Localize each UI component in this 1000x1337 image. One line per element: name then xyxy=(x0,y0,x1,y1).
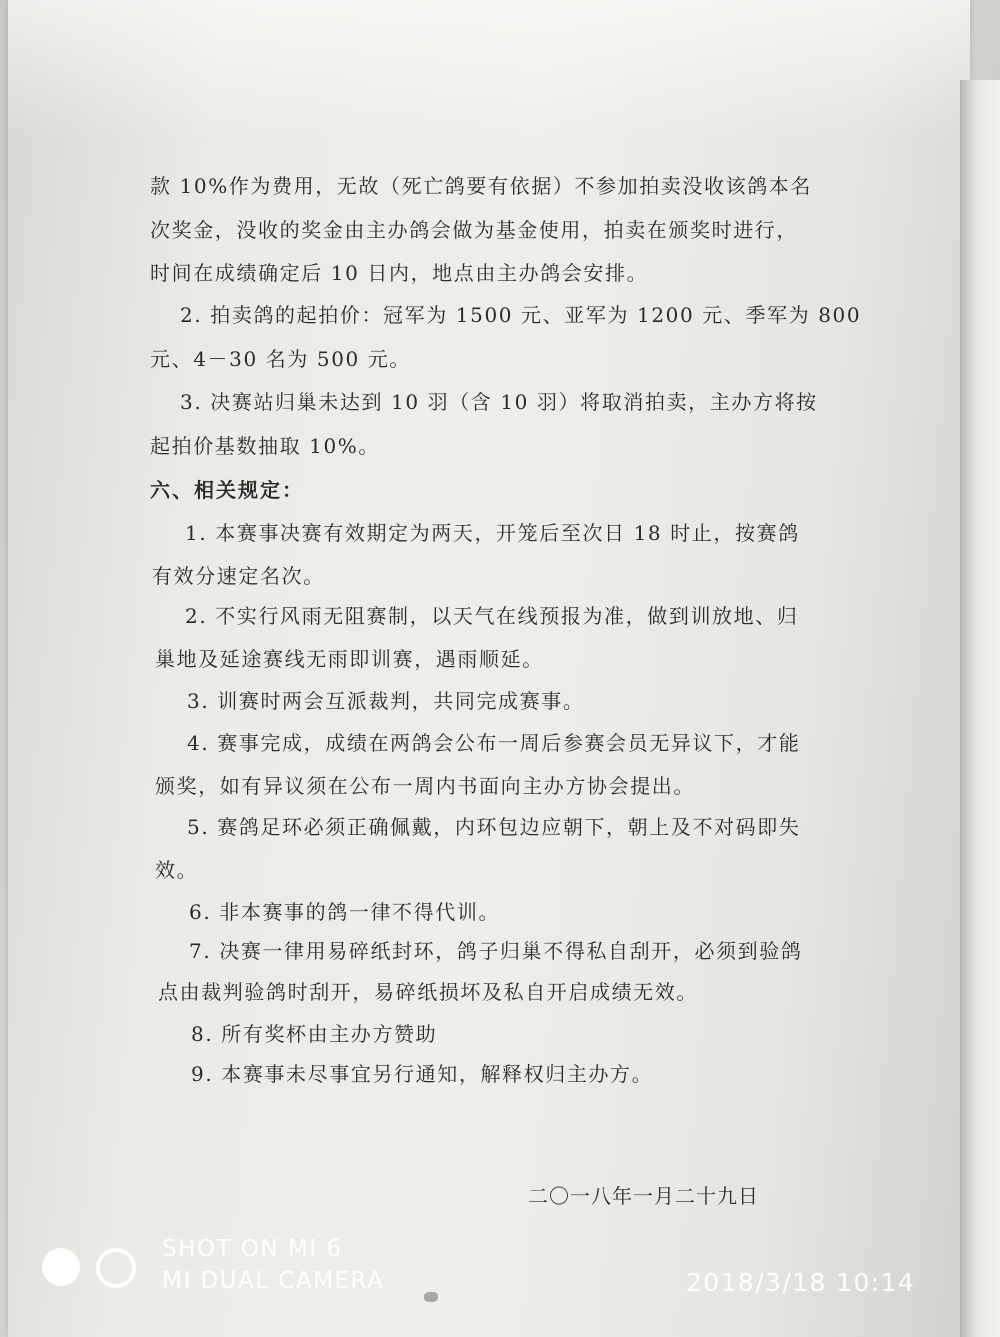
text-line: 8. 所有奖杯由主办方赞助 xyxy=(191,1022,438,1046)
text-line: 3. 训赛时两会互派裁判，共同完成赛事。 xyxy=(187,689,585,713)
watermark-line2: MI DUAL CAMERA xyxy=(162,1268,385,1294)
text-line: 效。 xyxy=(155,858,199,882)
text-line: 2. 不实行风雨无阻赛制，以天气在线预报为准，做到训放地、归 xyxy=(185,604,799,628)
text-line: 颁奖，如有异议须在公布一周内书面向主办方协会提出。 xyxy=(155,774,695,798)
section-heading: 六、相关规定： xyxy=(150,478,304,502)
watermark-line1: SHOT ON MI 6 xyxy=(162,1236,343,1262)
camera-watermark-dots-icon xyxy=(42,1244,142,1292)
text-line: 4. 赛事完成，成绩在两鸽会公布一周后参赛会员无异议下，才能 xyxy=(187,731,801,755)
text-line: 9. 本赛事未尽事宜另行通知，解释权归主办方。 xyxy=(191,1062,654,1086)
text-line: 有效分速定名次。 xyxy=(152,564,325,588)
text-line: 点由裁判验鸽时刮开，易碎纸损坏及私自开启成绩无效。 xyxy=(158,980,698,1004)
text-line: 1. 本赛事决赛有效期定为两天，开笼后至次日 18 时止，按赛鸽 xyxy=(185,521,800,545)
text-line: 时间在成绩确定后 10 日内，地点由主办鸽会安排。 xyxy=(150,261,649,285)
text-line: 起拍价基数抽取 10%。 xyxy=(150,434,381,458)
text-line: 2. 拍卖鸽的起拍价：冠军为 1500 元、亚军为 1200 元、季军为 800 xyxy=(180,303,862,327)
text-line: 7. 决赛一律用易碎纸封环，鸽子归巢不得私自刮开，必须到验鸽 xyxy=(189,939,803,963)
text-line: 元、4－30 名为 500 元。 xyxy=(150,347,412,371)
filled-circle-icon xyxy=(42,1248,80,1286)
text-line: 3. 决赛站归巢未达到 10 羽（含 10 羽）将取消拍卖，主办方将按 xyxy=(180,390,818,414)
plastic-sleeve-glare xyxy=(8,0,970,140)
ring-circle-icon xyxy=(96,1248,136,1288)
text-line: 6. 非本赛事的鸽一律不得代训。 xyxy=(189,900,501,924)
watermark-timestamp: 2018/3/18 10:14 xyxy=(686,1268,916,1297)
text-line: 次奖金，没收的奖金由主办鸽会做为基金使用，拍卖在颁奖时进行， xyxy=(150,218,798,242)
text-line: 5. 赛鸽足环必须正确佩戴，内环包边应朝下，朝上及不对码即失 xyxy=(187,815,801,839)
text-line: 款 10%作为费用，无故（死亡鸽要有依据）不参加拍卖没收该鸽本名 xyxy=(150,174,813,198)
text-line: 巢地及延途赛线无雨即训赛，遇雨顺延。 xyxy=(155,647,544,671)
adjacent-sheet-edge xyxy=(960,80,1000,1337)
paper-smudge xyxy=(424,1292,438,1302)
document-date: 二〇一八年一月二十九日 xyxy=(528,1184,759,1208)
